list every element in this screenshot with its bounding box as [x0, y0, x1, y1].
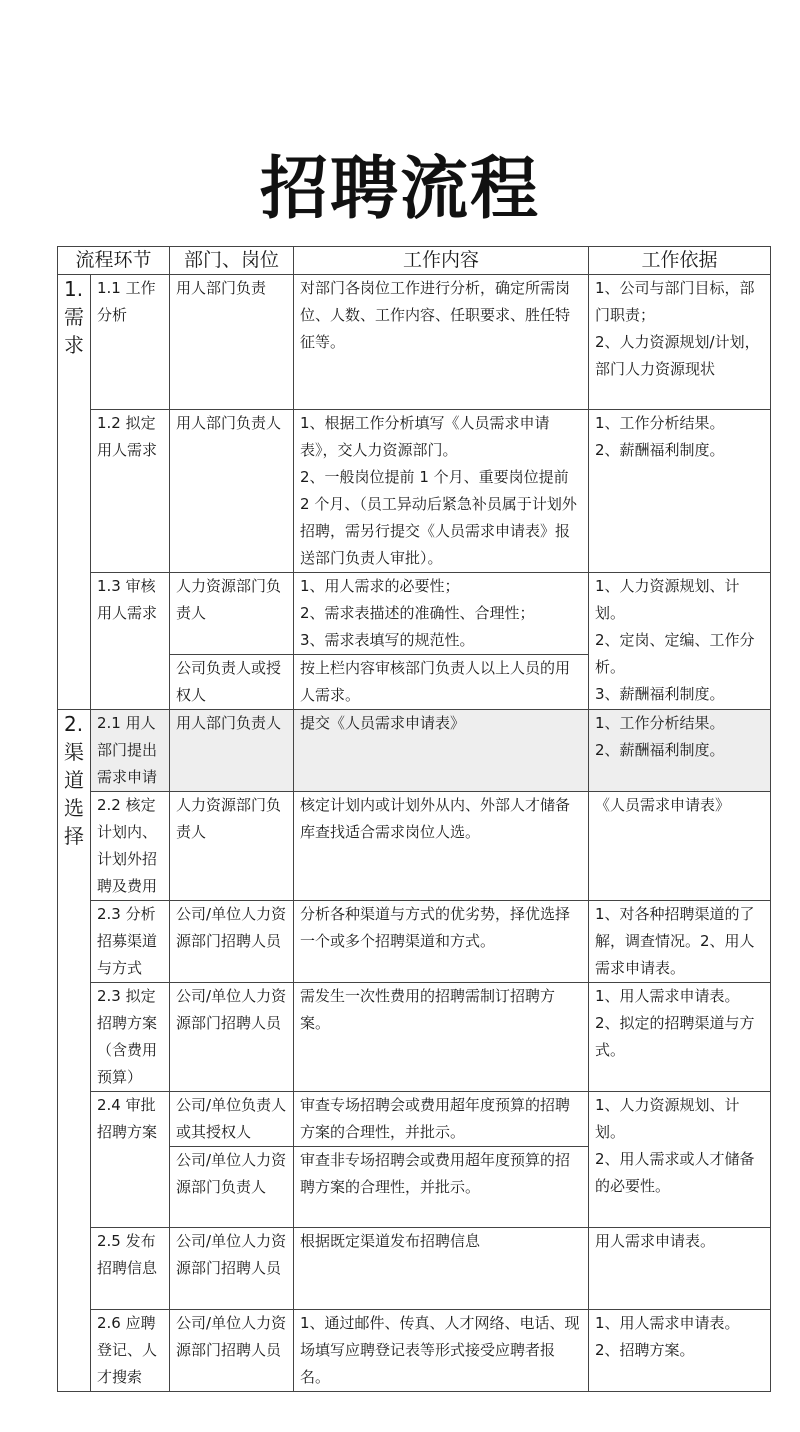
basis-cell: 1、工作分析结果。 2、薪酬福利制度。: [589, 410, 771, 573]
step-cell: 2.5 发布招聘信息: [91, 1228, 170, 1310]
step-cell: 1.3 审核用人需求: [91, 573, 170, 710]
department-cell: 用人部门负责人: [170, 410, 294, 573]
department-cell: 公司/单位人力资源部门招聘人员: [170, 901, 294, 983]
basis-cell: 用人需求申请表。: [589, 1228, 771, 1310]
basis-cell: 1、人力资源规划、计划。 2、定岗、定编、工作分析。 3、薪酬福利制度。: [589, 573, 771, 710]
page-title: 招聘流程: [259, 150, 540, 229]
department-cell: 公司负责人或授权人: [170, 655, 294, 710]
department-cell: 公司/单位人力资源部门招聘人员: [170, 1310, 294, 1392]
step-cell: 1.2 拟定用人需求: [91, 410, 170, 573]
step-cell: 2.4 审批招聘方案: [91, 1092, 170, 1228]
basis-cell: 1、人力资源规划、计划。 2、用人需求或人才储备的必要性。: [589, 1092, 771, 1228]
step-cell: 2.1 用人部门提出需求申请: [91, 710, 170, 792]
table-row: [58, 573, 771, 655]
content-cell: 审查专场招聘会或费用超年度预算的招聘方案的合理性，并批示。: [294, 1092, 589, 1147]
content-cell: 需发生一次性费用的招聘需制订招聘方案。: [294, 983, 589, 1092]
basis-cell: 《人员需求申请表》: [589, 792, 771, 901]
department-cell: 人力资源部门负责人: [170, 573, 294, 655]
content-cell: 1、根据工作分析填写《人员需求申请表》，交人力资源部门。 2、一般岗位提前 1 个月、重要岗位提前 2 个月、（员工异动后紧急补员属于计划外招聘，需另行提交《人员需求申请表》报送部门负责人审批）。: [294, 410, 589, 573]
department-cell: 用人部门负责: [170, 275, 294, 410]
header-work-content: 工作内容: [294, 247, 589, 275]
department-cell: 用人部门负责人: [170, 710, 294, 792]
basis-cell: 1、公司与部门目标，部门职责； 2、人力资源规划/计划，部门人力资源现状: [589, 275, 771, 410]
header-work-basis: 工作依据: [589, 247, 771, 275]
department-cell: 公司/单位负责人或其授权人: [170, 1092, 294, 1147]
department-cell: 公司/单位人力资源部门负责人: [170, 1147, 294, 1228]
basis-cell: 1、对各种招聘渠道的了解，调查情况。2、用人需求申请表。: [589, 901, 771, 983]
header-department: 部门、岗位: [170, 247, 294, 275]
content-cell: 提交《人员需求申请表》: [294, 710, 589, 792]
basis-cell: 1、用人需求申请表。 2、招聘方案。: [589, 1310, 771, 1392]
content-cell: 1、通过邮件、传真、人才网络、电话、现场填写应聘登记表等形式接受应聘者报名。: [294, 1310, 589, 1392]
step-cell: 2.3 拟定招聘方案（含费用预算）: [91, 983, 170, 1092]
table-row: [58, 901, 771, 983]
recruitment-process-table: [57, 246, 771, 1392]
table-row: [58, 710, 771, 792]
content-cell: 1、用人需求的必要性； 2、需求表描述的准确性、合理性； 3、需求表填写的规范性。: [294, 573, 589, 655]
table-row: [58, 410, 771, 573]
content-cell: 按上栏内容审核部门负责人以上人员的用人需求。: [294, 655, 589, 710]
step-cell: 2.3 分析招募渠道与方式: [91, 901, 170, 983]
step-cell: 1.1 工作分析: [91, 275, 170, 410]
department-cell: 人力资源部门负责人: [170, 792, 294, 901]
basis-cell: 1、用人需求申请表。 2、拟定的招聘渠道与方式。: [589, 983, 771, 1092]
table-row: [58, 1310, 771, 1392]
phase-label-demand: 1. 需 求: [58, 275, 91, 710]
content-cell: 对部门各岗位工作进行分析，确定所需岗位、人数、工作内容、任职要求、胜任特征等。: [294, 275, 589, 410]
step-cell: 2.2 核定计划内、计划外招聘及费用: [91, 792, 170, 901]
content-cell: 分析各种渠道与方式的优劣势，择优选择一个或多个招聘渠道和方式。: [294, 901, 589, 983]
content-cell: 根据既定渠道发布招聘信息: [294, 1228, 589, 1310]
table-row: [58, 1228, 771, 1310]
department-cell: 公司/单位人力资源部门招聘人员: [170, 983, 294, 1092]
basis-cell: 1、工作分析结果。 2、薪酬福利制度。: [589, 710, 771, 792]
table-row: [58, 983, 771, 1092]
table-row: [58, 792, 771, 901]
table-row: [58, 1092, 771, 1147]
content-cell: 审查非专场招聘会或费用超年度预算的招聘方案的合理性，并批示。: [294, 1147, 589, 1228]
table-row: [58, 275, 771, 410]
department-cell: 公司/单位人力资源部门招聘人员: [170, 1228, 294, 1310]
phase-label-channel-selection: 2. 渠 道 选 择: [58, 710, 91, 1392]
header-process-step: 流程环节: [58, 247, 170, 275]
step-cell: 2.6 应聘登记、人才搜索: [91, 1310, 170, 1392]
table-header-row: [58, 247, 771, 275]
content-cell: 核定计划内或计划外从内、外部人才储备库查找适合需求岗位人选。: [294, 792, 589, 901]
